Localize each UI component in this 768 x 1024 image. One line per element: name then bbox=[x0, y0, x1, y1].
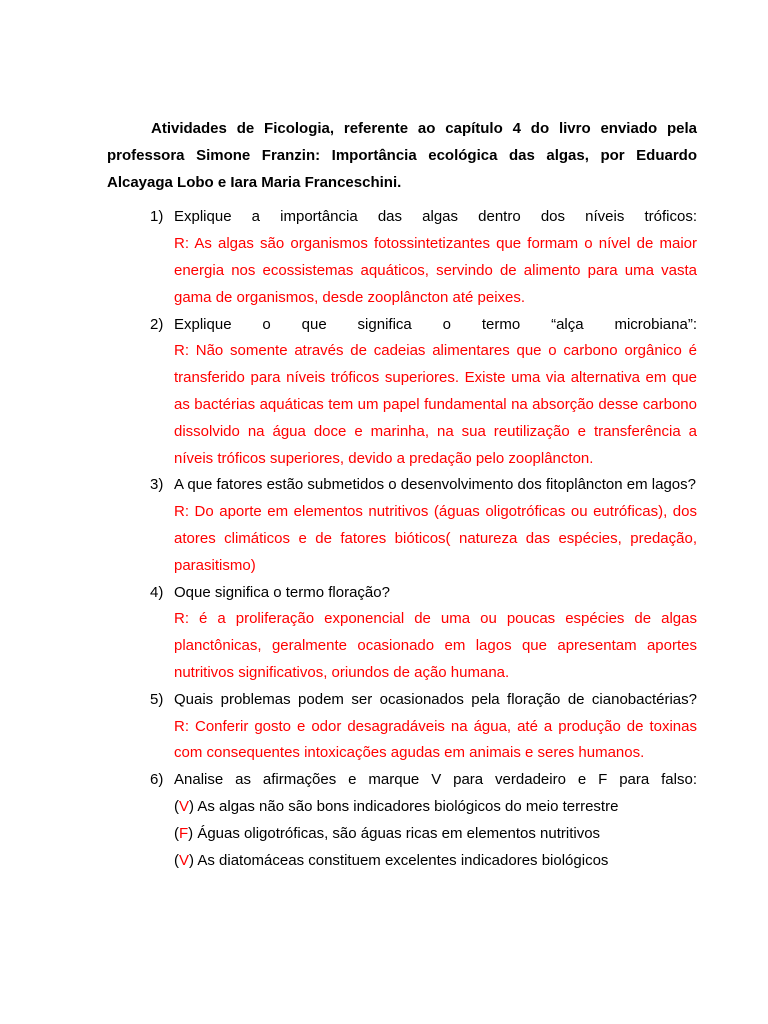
question-text: Explique a importância das algas dentro dos níveis tróficos: bbox=[174, 208, 697, 226]
answer-text: R: Do aporte em elementos nutritivos (águas oligotróficas ou eutróficas), dos atores climáticos e de fatores bióticos( natureza das espécies, predação, parasitismo) bbox=[174, 503, 697, 574]
question-number: 4) bbox=[150, 583, 164, 601]
option-paren-open: ( bbox=[174, 851, 179, 869]
answer-text: R: Não somente através de cadeias alimentares que o carbono orgânico é transferido para níveis tróficos superiores. Existe uma via alternativa em que as bactérias aquáticas tem um papel fundamental na absorção desse carbono dissolvido na água doce e marinha, na sua reutilização e transferência a níveis tróficos superiores, devido a predação pelo zooplâncton. bbox=[174, 342, 697, 467]
option-mark: V bbox=[179, 797, 190, 815]
option-paren-close: ) bbox=[189, 851, 195, 869]
question-number: 6) bbox=[150, 771, 164, 789]
answer-text: R: As algas são organismos fotossintetizantes que formam o nível de maior energia nos ecossistemas aquáticos, servindo de alimento para uma vasta gama de organismos, desde zooplâncton até peixes. bbox=[174, 235, 697, 306]
question-text: Analise as afirmações e marque V para verdadeiro e F para falso: bbox=[174, 771, 697, 789]
question-list bbox=[107, 204, 697, 874]
option-paren-close: ) bbox=[188, 824, 194, 842]
option-mark: F bbox=[179, 824, 189, 842]
question-number: 1) bbox=[150, 208, 164, 226]
question-text: Quais problemas podem ser ocasionados pela floração de cianobactérias? bbox=[174, 690, 697, 708]
question-item-2 bbox=[107, 312, 697, 473]
true-false-option bbox=[174, 794, 697, 821]
answer-text: R: Conferir gosto e odor desagradáveis na água, até a produção de toxinas com consequentes intoxicações agudas em animais e seres humanos. bbox=[174, 717, 697, 762]
document-title: Atividades de Ficologia, referente ao capítulo 4 do livro enviado pela professora Simone Franzin: Importância ecológica das algas, por Eduardo Alcayaga Lobo e Iara Maria Franceschini. bbox=[107, 120, 697, 191]
question-text: Oque significa o termo floração? bbox=[174, 583, 390, 601]
option-text: As diatomáceas constituem excelentes indicadores biológicos bbox=[194, 851, 609, 869]
option-paren-close: ) bbox=[189, 797, 195, 815]
question-number: 2) bbox=[150, 315, 164, 333]
answer-text: R: é a proliferação exponencial de uma ou poucas espécies de algas planctônicas, geralmente ocasionado em lagos que apresentam aportes nutritivos significativos, oriundos de ação humana. bbox=[174, 610, 697, 681]
question-text: A que fatores estão submetidos o desenvolvimento dos fitoplâncton em lagos? bbox=[174, 476, 696, 494]
option-paren-open: ( bbox=[174, 797, 179, 815]
question-item-6 bbox=[107, 767, 697, 874]
option-text: Águas oligotróficas, são águas ricas em elementos nutritivos bbox=[193, 824, 601, 842]
option-paren-open: ( bbox=[174, 824, 179, 842]
question-number: 3) bbox=[150, 476, 164, 494]
true-false-option bbox=[174, 848, 697, 875]
question-item-5 bbox=[107, 687, 697, 767]
question-item-4 bbox=[107, 580, 697, 687]
option-text: As algas não são bons indicadores biológicos do meio terrestre bbox=[194, 797, 619, 815]
question-item-3 bbox=[107, 472, 697, 579]
question-item-1 bbox=[107, 204, 697, 311]
question-text: Explique o que significa o termo “alça microbiana”: bbox=[174, 315, 697, 333]
true-false-option bbox=[174, 821, 697, 848]
option-mark: V bbox=[179, 851, 190, 869]
document-page bbox=[107, 116, 697, 874]
question-number: 5) bbox=[150, 690, 164, 708]
